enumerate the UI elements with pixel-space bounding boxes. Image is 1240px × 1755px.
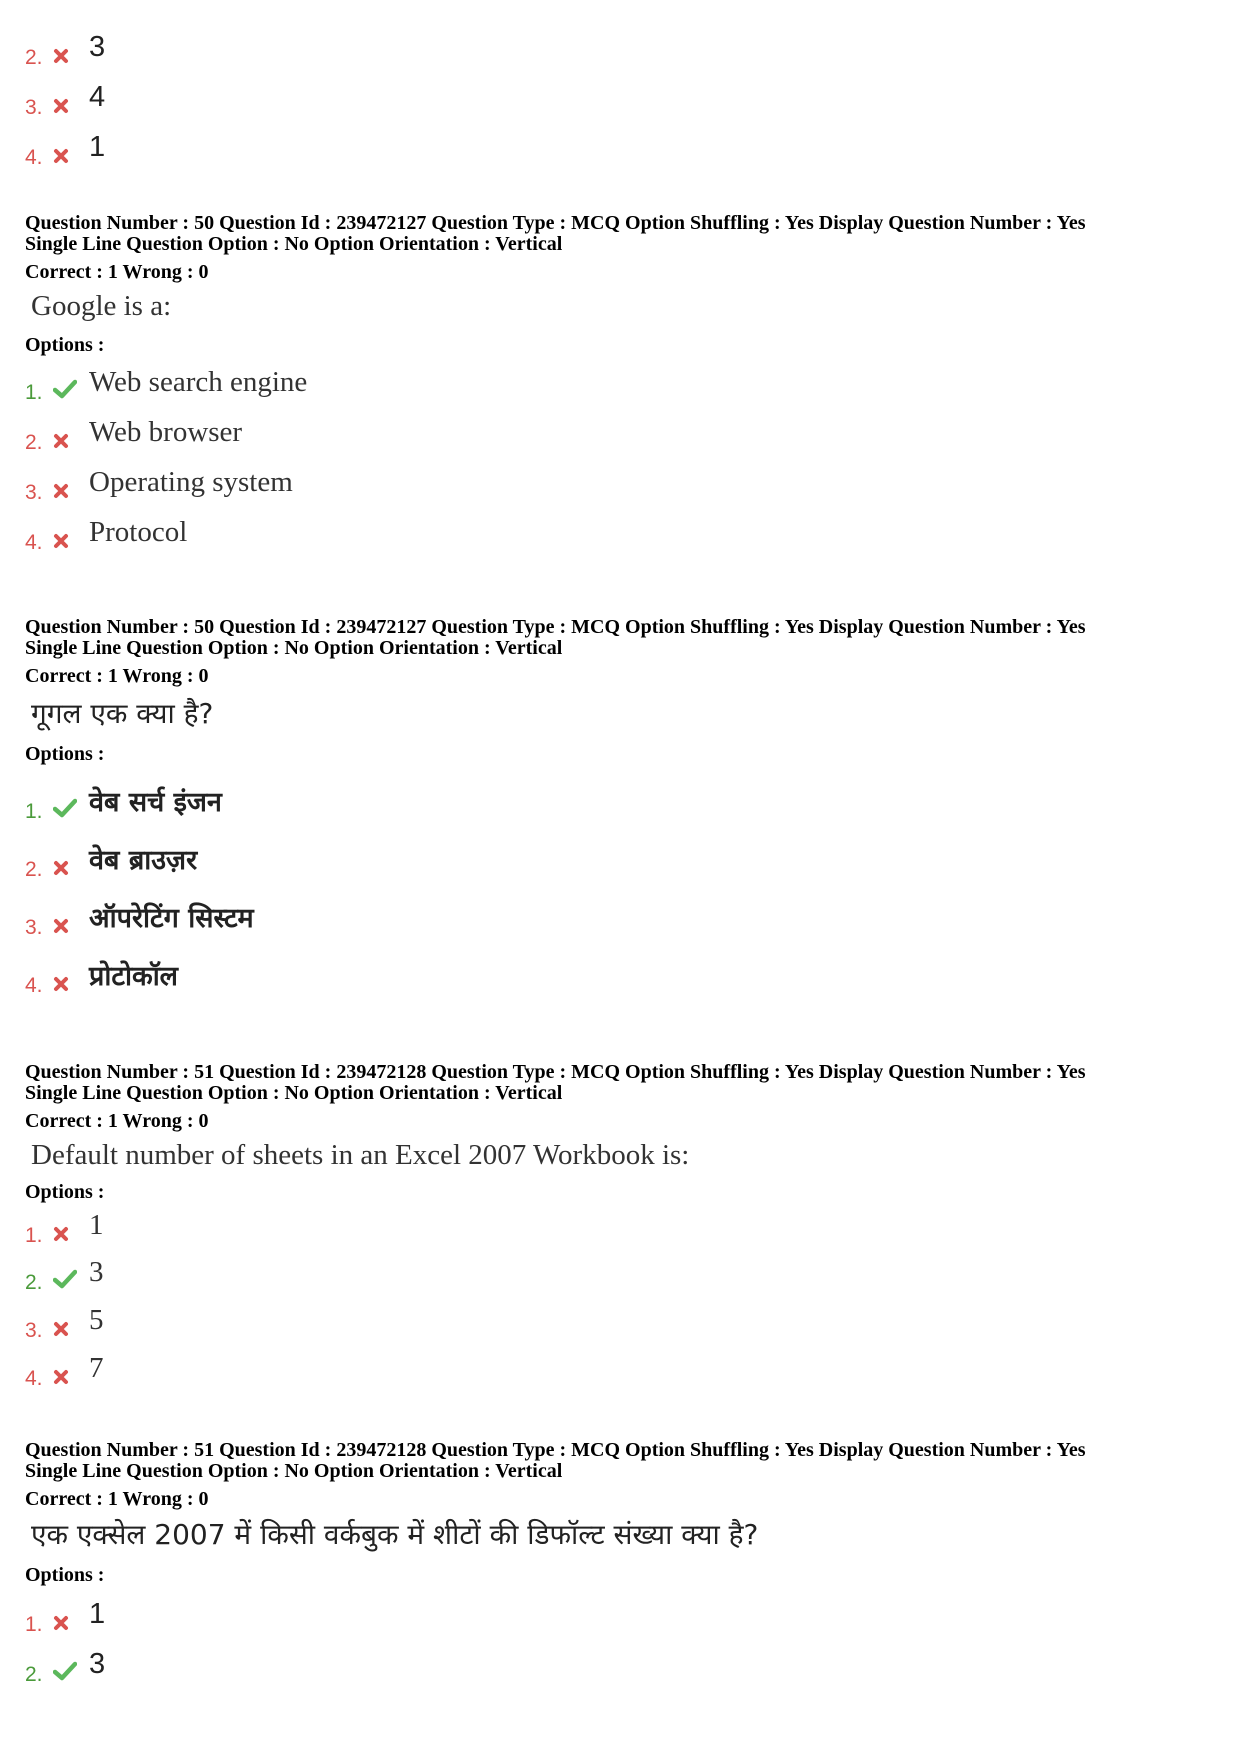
option-number: 3.	[25, 481, 43, 505]
score-meta: Correct : 1 Wrong : 0	[25, 261, 209, 283]
score-meta: Correct : 1 Wrong : 0	[25, 1488, 209, 1510]
wrong-icon	[53, 1615, 89, 1637]
options-label: Options :	[25, 334, 105, 357]
option-number: 1.	[25, 1612, 43, 1636]
wrong-icon	[53, 1226, 89, 1248]
check-icon	[53, 379, 89, 405]
option-text: 1	[89, 131, 106, 163]
option-row	[25, 505, 1215, 555]
wrong-icon	[53, 433, 89, 455]
question-meta: Question Number : 51 Question Id : 239472128 Question Type : MCQ Option Shuffling : Yes Display Question Number : Yes	[25, 1061, 1086, 1083]
wrong-icon	[53, 976, 89, 998]
option-row	[25, 1204, 1215, 1248]
option-row	[25, 1343, 1215, 1391]
score-meta: Correct : 1 Wrong : 0	[25, 665, 209, 687]
option-number: 2.	[25, 46, 43, 69]
wrong-icon	[53, 860, 89, 882]
options-label: Options :	[25, 1563, 105, 1586]
question-meta: Single Line Question Option : No Option Orientation : Vertical	[25, 1460, 563, 1482]
wrong-icon	[53, 918, 89, 940]
options-label: Options :	[25, 742, 105, 765]
question-text: एक एक्सेल 2007 में किसी वर्कबुक में शीटों की डिफॉल्ट संख्या क्या है?	[31, 1518, 759, 1551]
option-number: 1.	[25, 799, 43, 823]
option-row	[25, 455, 1215, 505]
option-number: 2.	[25, 431, 43, 455]
option-row	[25, 1295, 1215, 1343]
option-text: 7	[89, 1352, 104, 1385]
option-text: 3	[89, 31, 106, 63]
option-number: 3.	[25, 1319, 43, 1343]
question-text: Google is a:	[31, 290, 172, 322]
option-number: 4.	[25, 531, 43, 555]
option-row	[25, 1637, 1215, 1687]
question-block	[25, 617, 1215, 998]
question-block	[25, 1440, 1215, 1687]
check-icon	[53, 1269, 89, 1295]
question-text: गूगल एक क्या है?	[31, 697, 214, 730]
option-number: 3.	[25, 96, 43, 119]
option-text: 1	[89, 1597, 106, 1630]
wrong-icon	[53, 98, 89, 120]
option-number: 1.	[25, 1224, 43, 1248]
option-text: वेब सर्च इंजन	[89, 786, 222, 818]
option-row	[25, 940, 1215, 998]
option-number: 4.	[25, 1367, 43, 1391]
question-meta: Single Line Question Option : No Option Orientation : Vertical	[25, 1082, 563, 1104]
wrong-icon	[53, 148, 89, 170]
option-text: प्रोटोकॉल	[89, 960, 178, 992]
option-number: 2.	[25, 857, 43, 881]
option-text: Operating system	[89, 466, 293, 499]
wrong-icon	[53, 483, 89, 505]
option-row	[25, 766, 1215, 824]
option-number: 1.	[25, 381, 43, 405]
wrong-icon	[53, 1369, 89, 1391]
question-meta: Question Number : 51 Question Id : 239472128 Question Type : MCQ Option Shuffling : Yes Display Question Number : Yes	[25, 1439, 1086, 1461]
check-icon	[53, 798, 89, 824]
wrong-icon	[53, 48, 89, 70]
option-text: 1	[89, 1209, 104, 1242]
question-meta: Single Line Question Option : No Option Orientation : Vertical	[25, 233, 563, 255]
option-row	[25, 1587, 1215, 1637]
score-meta: Correct : 1 Wrong : 0	[25, 1110, 209, 1132]
option-row	[25, 20, 1215, 70]
option-text: Web search engine	[89, 366, 308, 399]
question-text: Default number of sheets in an Excel 2007 Workbook is:	[31, 1139, 690, 1171]
option-row	[25, 824, 1215, 882]
check-icon	[53, 1661, 89, 1687]
option-row	[25, 357, 1215, 405]
question-meta: Question Number : 50 Question Id : 239472127 Question Type : MCQ Option Shuffling : Yes Display Question Number : Yes	[25, 616, 1086, 638]
option-text: वेब ब्राउज़र	[89, 844, 198, 876]
option-row	[25, 120, 1215, 170]
wrong-icon	[53, 1321, 89, 1343]
option-number: 2.	[25, 1271, 43, 1295]
option-number: 3.	[25, 915, 43, 939]
wrong-icon	[53, 533, 89, 555]
option-row	[25, 882, 1215, 940]
option-text: Protocol	[89, 516, 188, 549]
option-row	[25, 70, 1215, 120]
prev-question-options	[25, 20, 1215, 170]
question-block	[25, 213, 1215, 555]
option-row	[25, 405, 1215, 455]
options-label: Options :	[25, 1181, 105, 1204]
question-block	[25, 1062, 1215, 1391]
option-number: 4.	[25, 973, 43, 997]
option-text: 4	[89, 81, 106, 113]
question-meta: Single Line Question Option : No Option Orientation : Vertical	[25, 637, 563, 659]
option-text: 3	[89, 1256, 104, 1289]
option-row	[25, 1248, 1215, 1295]
option-number: 4.	[25, 146, 43, 169]
option-text: 3	[89, 1647, 106, 1680]
option-text: ऑपरेटिंग सिस्टम	[89, 902, 254, 934]
option-number: 2.	[25, 1662, 43, 1686]
option-text: Web browser	[89, 416, 243, 449]
question-meta: Question Number : 50 Question Id : 239472127 Question Type : MCQ Option Shuffling : Yes Display Question Number : Yes	[25, 212, 1086, 234]
option-text: 5	[89, 1304, 104, 1337]
